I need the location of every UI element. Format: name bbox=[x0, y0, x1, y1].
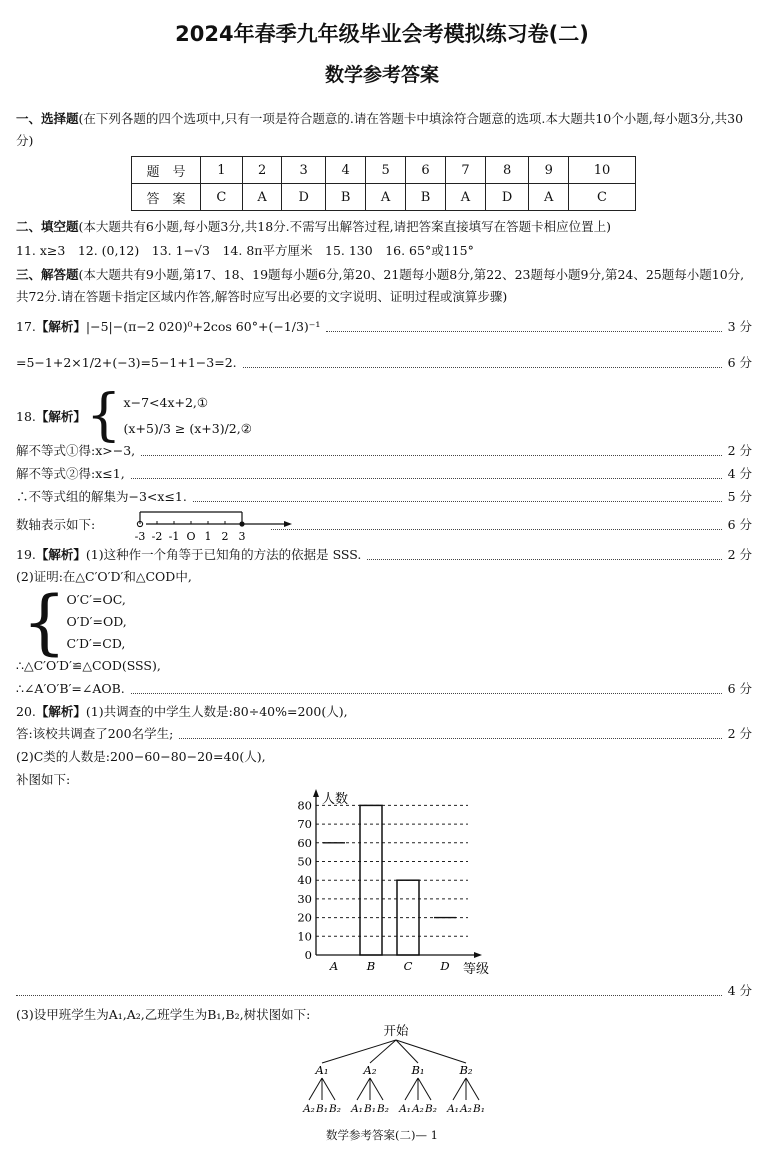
leader-dots bbox=[367, 559, 721, 560]
table-header-answer: 答 案 bbox=[132, 184, 201, 211]
tree-branch bbox=[322, 1078, 335, 1100]
q20-number: 20. bbox=[16, 704, 36, 719]
tree-node-level2: B₂ bbox=[377, 1103, 389, 1115]
tree-branch bbox=[370, 1078, 383, 1100]
tree-diagram bbox=[286, 1022, 496, 1118]
table-row-numbers bbox=[132, 157, 636, 184]
page-subtitle: 数学参考答案 bbox=[324, 64, 439, 86]
leader-dots bbox=[131, 478, 722, 479]
table-cell: 2 bbox=[242, 157, 282, 184]
q19-tag: 【解析】 bbox=[35, 547, 86, 562]
q19-eq1: O′C′=OC, bbox=[66, 592, 126, 607]
q20-answer1-text: 答:该校共调查了200名学生; bbox=[16, 726, 174, 741]
table-cell: 6 bbox=[405, 157, 445, 184]
tree-branch bbox=[453, 1078, 466, 1100]
table-cell: 9 bbox=[529, 157, 569, 184]
table-cell: 3 bbox=[282, 157, 326, 184]
axis-tick-label: 3 bbox=[238, 530, 246, 543]
section2-intro bbox=[16, 216, 752, 238]
q18-tag: 【解析】 bbox=[35, 409, 86, 424]
tree-node-level2: A₂ bbox=[303, 1103, 315, 1115]
q20-figure-caption: 补图如下: bbox=[16, 772, 71, 787]
tree-node-level1: B₁ bbox=[411, 1063, 425, 1077]
table-cell: A bbox=[446, 184, 486, 211]
axis-tick-label: -2 bbox=[151, 530, 163, 543]
tree-node-level2: A₂ bbox=[412, 1103, 424, 1115]
table-cell: 8 bbox=[485, 157, 529, 184]
q18-score1: 2 分 bbox=[727, 443, 752, 458]
chart-y-label: 人数 bbox=[322, 792, 349, 807]
axis-tick-label: -3 bbox=[134, 530, 146, 543]
q20-score2: 4 分 bbox=[727, 983, 752, 998]
q19-part2: (2)证明:在△C′O′D′和△COD中, bbox=[16, 569, 192, 584]
y-axis-arrow bbox=[313, 789, 319, 797]
q18-step2 bbox=[16, 463, 752, 485]
x-tick-label: C bbox=[403, 959, 413, 973]
table-cell: D bbox=[485, 184, 529, 211]
leader-dots bbox=[271, 529, 721, 530]
tree-branch bbox=[405, 1078, 418, 1100]
tree-branch bbox=[370, 1040, 396, 1063]
x-tick-label: A bbox=[329, 959, 339, 973]
table-cell: A bbox=[366, 184, 406, 211]
leader-dots bbox=[193, 501, 722, 502]
q19-number: 19. bbox=[16, 547, 36, 562]
q20-answer1 bbox=[16, 723, 752, 745]
y-tick-label: 10 bbox=[297, 929, 312, 944]
tree-node-level1: A₂ bbox=[363, 1063, 377, 1077]
q18-score2: 4 分 bbox=[727, 466, 752, 481]
q18-score4: 6 分 bbox=[727, 517, 752, 532]
table-cell: D bbox=[282, 184, 326, 211]
q20-score1: 2 分 bbox=[727, 726, 752, 741]
q17-number: 17. bbox=[16, 319, 36, 334]
tree-node-level2: B₂ bbox=[329, 1103, 341, 1115]
leader-dots bbox=[141, 455, 721, 456]
table-cell: 4 bbox=[326, 157, 366, 184]
q17-tag: 【解析】 bbox=[35, 319, 86, 334]
tree-node-level2: B₂ bbox=[425, 1103, 437, 1115]
q19-part1 bbox=[16, 544, 752, 566]
q17-line2 bbox=[16, 352, 752, 374]
table-cell: 5 bbox=[366, 157, 406, 184]
section1-text: (在下列各题的四个选项中,只有一项是符合题意的.请在答题卡中填涂符合题意的选项.本大题共10个小题,每小题3分,共30分) bbox=[16, 111, 744, 148]
y-tick-label: 20 bbox=[297, 910, 312, 925]
chart-x-label: 等级 bbox=[463, 962, 490, 977]
table-cell: C bbox=[201, 184, 243, 211]
bar-chart bbox=[280, 785, 500, 977]
tree-node-level2: A₁ bbox=[351, 1103, 363, 1115]
tree-node-level2: A₂ bbox=[460, 1103, 472, 1115]
q19-system bbox=[22, 581, 127, 663]
q19-eq2: O′D′=OD, bbox=[66, 614, 127, 629]
y-tick-label: 80 bbox=[297, 798, 312, 813]
leader-dots bbox=[326, 331, 721, 332]
q19-conclusion2 bbox=[16, 678, 752, 700]
axis-arrow bbox=[284, 521, 292, 527]
q20-part3: (3)设甲班学生为A₁,A₂,乙班学生为B₁,B₂,树状图如下: bbox=[16, 1007, 311, 1022]
tree-node-level2: A₁ bbox=[399, 1103, 411, 1115]
leader-dots bbox=[243, 367, 722, 368]
leader-dots bbox=[131, 693, 722, 694]
section1-intro bbox=[16, 108, 752, 152]
y-tick-label: 50 bbox=[297, 854, 312, 869]
table-cell: 10 bbox=[569, 157, 636, 184]
table-header-number: 题 号 bbox=[132, 157, 201, 184]
tree-branch bbox=[466, 1078, 479, 1100]
left-brace: { bbox=[85, 383, 122, 448]
y-tick-label: 60 bbox=[297, 835, 312, 850]
tree-node-level2: B₁ bbox=[316, 1103, 328, 1115]
q18-step4-text: 数轴表示如下: bbox=[16, 517, 96, 532]
tree-root: 开始 bbox=[383, 1023, 409, 1038]
q20-score2-line bbox=[16, 980, 752, 1002]
q19-score2: 6 分 bbox=[727, 681, 752, 696]
q20-tag: 【解析】 bbox=[35, 704, 86, 719]
axis-tick-label: O bbox=[186, 530, 196, 543]
table-cell: B bbox=[326, 184, 366, 211]
axis-tick-label: 1 bbox=[204, 530, 212, 543]
q17-score2: 6 分 bbox=[727, 355, 752, 370]
q18-system bbox=[16, 383, 252, 448]
section2-text: (本大题共有6小题,每小题3分,共18分.不需写出解答过程,请把答案直接填写在答题卡相应位置上) bbox=[78, 219, 611, 234]
section3-text: (本大题共有9小题,第17、18、19题每小题6分,第20、21题每小题8分,第22、23题每小题9分,第24、25题每小题10分,共72分.请在答题卡指定区域内作答,解答时应写出必要的文字说明、证明过程或演算步骤) bbox=[16, 267, 745, 304]
q18-inequality-1: x−7<4x+2,① bbox=[123, 395, 209, 410]
y-tick-label: 70 bbox=[297, 817, 312, 832]
q19-score1: 2 分 bbox=[727, 547, 752, 562]
q18-score3: 5 分 bbox=[727, 489, 752, 504]
q18-step3-text: ∴不等式组的解集为−3<x≤1. bbox=[16, 489, 187, 504]
y-tick-label: 30 bbox=[297, 891, 312, 906]
q19-conclusion2-text: ∴∠A′O′B′=∠AOB. bbox=[16, 681, 125, 696]
section3-heading: 三、解答题 bbox=[16, 267, 79, 282]
q19-part1-text: (1)这种作一个角等于已知角的方法的依据是 SSS. bbox=[85, 547, 362, 562]
table-cell: A bbox=[529, 184, 569, 211]
tree-node-level2: A₁ bbox=[447, 1103, 459, 1115]
tree-node-level2: B₁ bbox=[473, 1103, 485, 1115]
q17-expression: |−5|−(π−2 020)⁰+2cos 60°+(−1/3)⁻¹ bbox=[85, 319, 321, 334]
tree-node-level1: B₂ bbox=[459, 1063, 473, 1077]
q18-step2-text: 解不等式②得:x≤1, bbox=[16, 466, 125, 481]
axis-tick-label: 2 bbox=[221, 530, 229, 543]
y-tick-label: 0 bbox=[304, 948, 312, 962]
number-line bbox=[110, 506, 300, 544]
page-footer: 数学参考答案(二)— 1 bbox=[326, 1128, 438, 1142]
tree-branch bbox=[357, 1078, 370, 1100]
answer-table bbox=[131, 156, 636, 211]
q20-part1-text: (1)共调查的中学生人数是:80÷40%=200(人), bbox=[85, 704, 348, 719]
x-tick-label: B bbox=[366, 959, 376, 973]
y-tick-label: 40 bbox=[297, 873, 312, 888]
table-cell: A bbox=[242, 184, 282, 211]
section3-intro bbox=[16, 264, 752, 308]
tree-node-level2: B₁ bbox=[364, 1103, 376, 1115]
q20-part2: (2)C类的人数是:200−60−80−20=40(人), bbox=[16, 749, 266, 764]
x-tick-label: D bbox=[440, 959, 450, 973]
table-cell: 7 bbox=[446, 157, 486, 184]
q20-part1 bbox=[16, 701, 752, 723]
table-row-answers bbox=[132, 184, 636, 211]
tree-branch bbox=[418, 1078, 431, 1100]
section2-answers: 11. x≥3 12. (0,12) 13. 1−√3 14. 8π平方厘米 15. 130 16. 65°或115° bbox=[16, 243, 474, 258]
q17-score1: 3 分 bbox=[727, 319, 752, 334]
tree-branch bbox=[309, 1078, 322, 1100]
q17-result: =5−1+2×1/2+(−3)=5−1+1−3=2. bbox=[16, 355, 237, 370]
q19-conclusion1: ∴△C′O′D′≌△COD(SSS), bbox=[16, 658, 161, 673]
left-brace: { bbox=[22, 581, 67, 663]
q18-step3 bbox=[16, 486, 752, 508]
leader-dots bbox=[16, 995, 722, 996]
table-cell: 1 bbox=[201, 157, 243, 184]
tree-node-level1: A₁ bbox=[315, 1063, 329, 1077]
leader-dots bbox=[179, 738, 721, 739]
section2-heading: 二、填空题 bbox=[16, 219, 79, 234]
page-title: 2024年春季九年级毕业会考模拟练习卷(二) bbox=[175, 22, 589, 46]
q18-inequality-2: (x+5)/3 ≥ (x+3)/2,② bbox=[123, 421, 252, 436]
q19-eq3: C′D′=CD, bbox=[66, 636, 126, 651]
axis-tick-label: -1 bbox=[168, 530, 180, 543]
q18-step1 bbox=[16, 440, 752, 462]
section1-heading: 一、选择题 bbox=[16, 111, 79, 126]
q17-line1 bbox=[16, 316, 752, 338]
tree-branch bbox=[322, 1040, 396, 1063]
x-axis-arrow bbox=[474, 952, 482, 958]
q18-step1-text: 解不等式①得:x>−3, bbox=[16, 443, 136, 458]
table-cell: B bbox=[405, 184, 445, 211]
q18-number: 18. bbox=[16, 408, 36, 424]
table-cell: C bbox=[569, 184, 636, 211]
